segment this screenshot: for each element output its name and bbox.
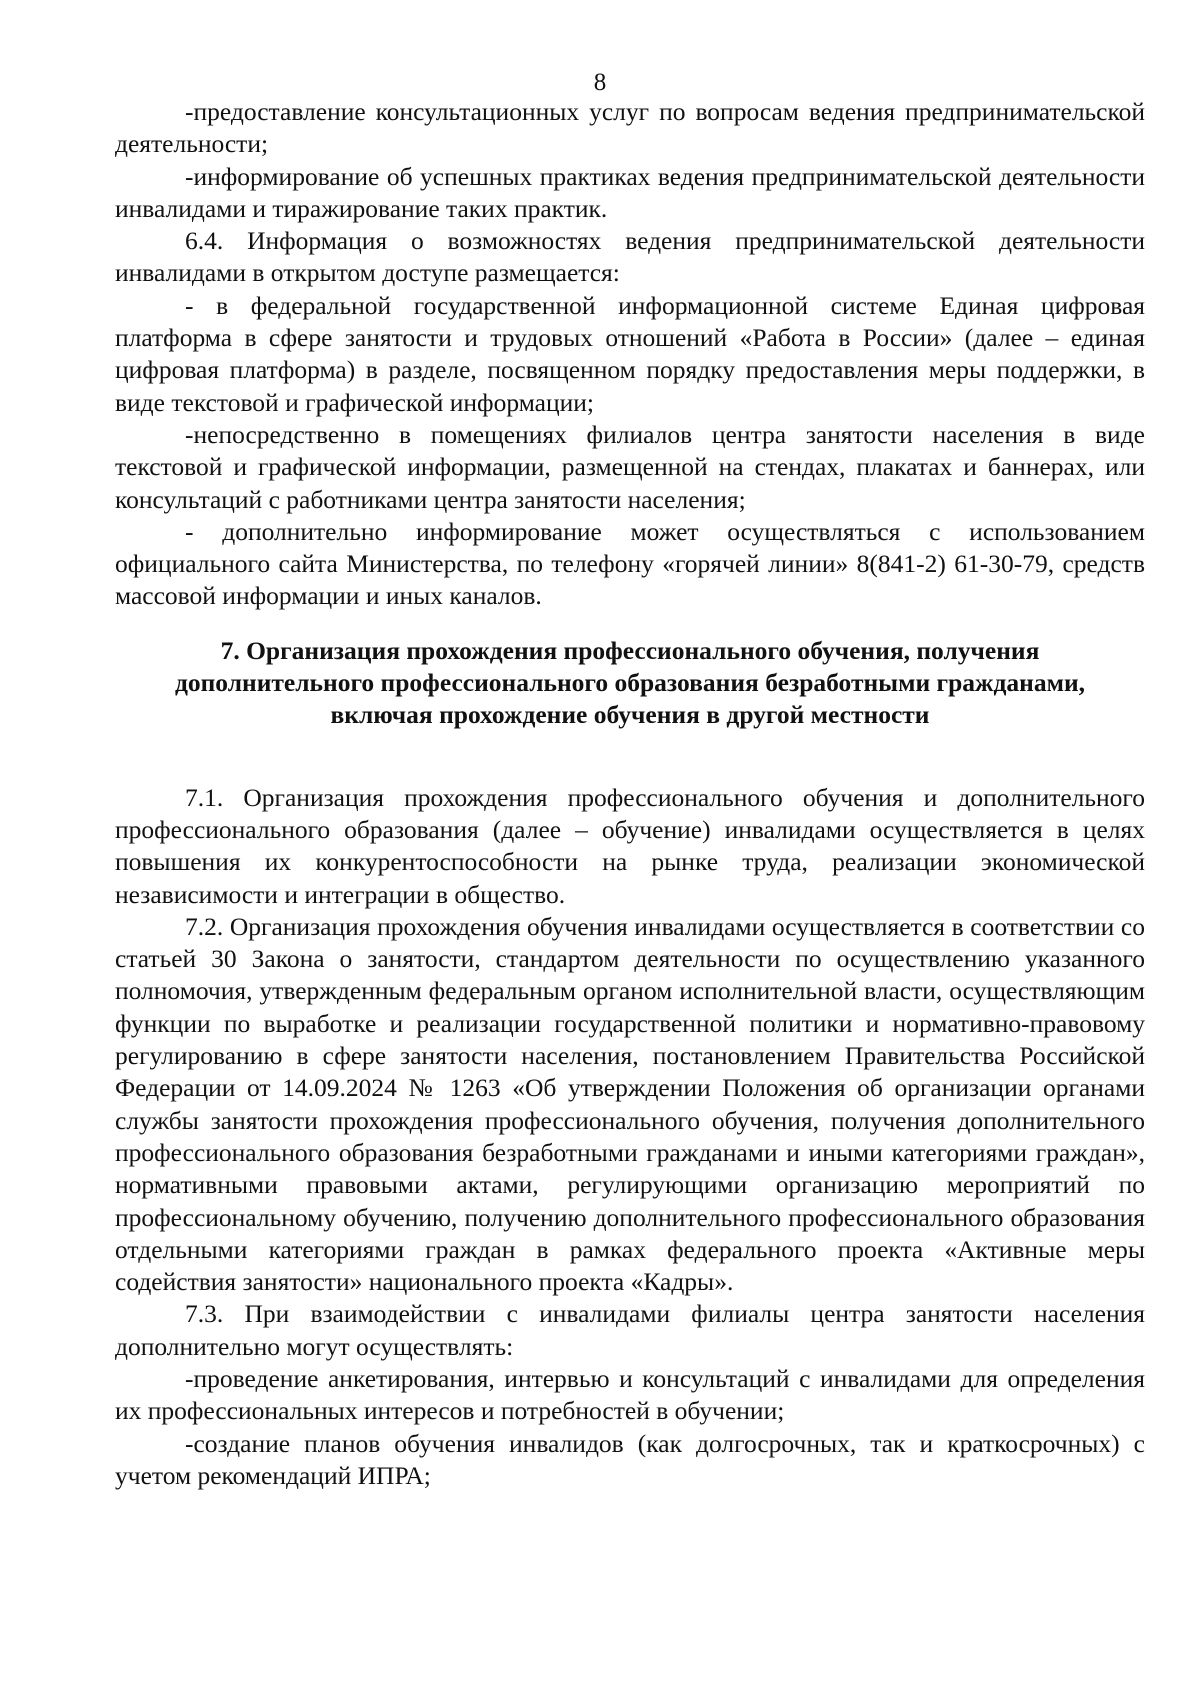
paragraph-6-4: 6.4. Информация о возможностях ведения предпринимательской деятельности инвалидами в открытом доступе размещается: <box>115 226 1145 288</box>
paragraph-7-2: 7.2. Организация прохождения обучения инвалидами осуществляется в соответствии со статьей 30 Закона о занятости, стандартом деятельности по осуществлению указанного полномочия, утвержденным федеральным органом исполнительной власти, осуществляющим функции по выработке и реализации государственной политики и нормативно-правовому регулированию в сфере занятости населения, постановлением Правительства Российской Федерации от 14.09.2024 № 1263 «Об утверждении Положения об организации органами службы занятости прохождения профессионального обучения, получения дополнительного профессионального образования безработными гражданами и иными категориями граждан», нормативными правовыми актами, регулирующими организацию мероприятий по профессиональному обучению, получению дополнительного профессионального образования отдельными категориями граждан в рамках федерального проекта «Активные меры содействия занятости» национального проекта «Кадры». <box>115 911 1145 1297</box>
page-number: 8 <box>593 69 607 96</box>
paragraph-consulting-services: -предоставление консультационных услуг по вопросам ведения предпринимательской деятельности; <box>115 97 1145 159</box>
paragraph-7-3: 7.3. При взаимодействии с инвалидами филиалы центра занятости населения дополнительно могут осуществлять: <box>115 1299 1145 1361</box>
paragraph-digital-platform: - в федеральной государственной информационной системе Единая цифровая платформа в сфере занятости и трудовых отношений «Работа в России» (далее – единая цифровая платформа) в разделе, посвященном порядку предоставления меры поддержки, в виде текстовой и графической информации; <box>115 290 1145 417</box>
paragraph-7-1: 7.1. Организация прохождения профессионального обучения и дополнительного профессионального образования (далее – обучение) инвалидами осуществляется в целях повышения их конкурентоспособности на рынке труда, реализации экономической независимости и интеграции в общество. <box>115 782 1145 909</box>
paragraph-success-practices: -информирование об успешных практиках ведения предпринимательской деятельности инвалидами и тиражирование таких практик. <box>115 161 1145 223</box>
section-heading-line: включая прохождение обучения в другой местности <box>330 700 930 730</box>
paragraph-surveys-interviews: -проведение анкетирования, интервью и консультаций с инвалидами для определения их профессиональных интересов и потребностей в обучении; <box>115 1363 1145 1426</box>
paragraph-employment-center-premises: -непосредственно в помещениях филиалов центра занятости населения в виде текстовой и графической информации, размещенной на стендах, плакатах и баннерах, или консультаций с работниками центра занятости населения; <box>115 419 1145 514</box>
paragraph-training-plans: -создание планов обучения инвалидов (как долгосрочных, так и краткосрочных) с учетом рекомендаций ИПРА; <box>115 1428 1145 1490</box>
section-heading-line: 7. Организация прохождения профессионального обучения, получения <box>220 635 1040 665</box>
paragraph-additional-informing: - дополнительно информирование может осуществляться с использованием официального сайта Министерства, по телефону «горячей линии» 8(841-2) 61-30-79, средств массовой информации и иных каналов. <box>115 516 1145 611</box>
section-heading-line: дополнительного профессионального образования безработными гражданами, <box>174 668 1086 698</box>
document-body <box>115 96 1145 1492</box>
section-heading-7 <box>115 635 1145 732</box>
